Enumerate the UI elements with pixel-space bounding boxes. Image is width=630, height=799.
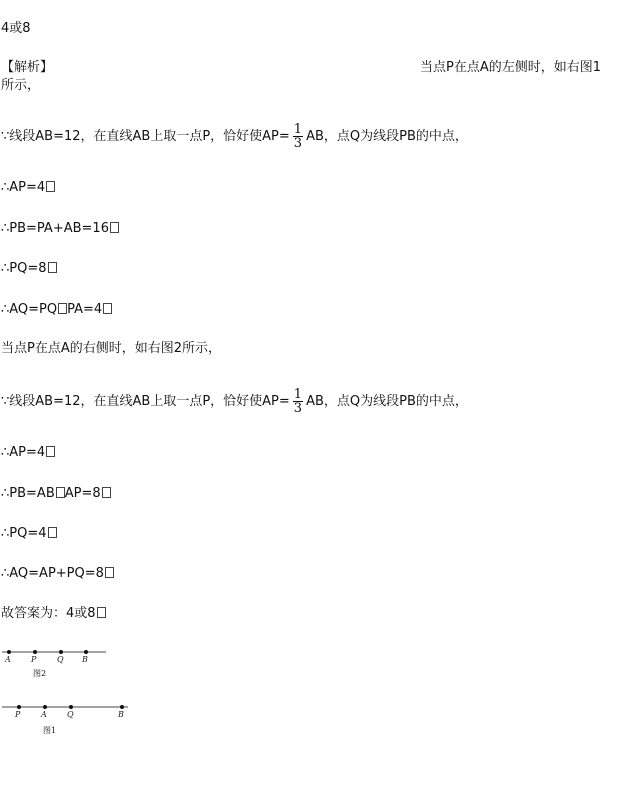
step-text: ∴AP=4 — [1, 180, 46, 195]
point-p-dot — [33, 650, 37, 654]
point-b-dot — [84, 650, 88, 654]
step-text: PA=4 — [67, 302, 103, 317]
analysis-tag: 【解析】 — [1, 60, 54, 75]
point-label: A — [5, 655, 11, 664]
point-label: Q — [57, 655, 64, 664]
step-text: ∴PB=PA+AB=16 — [1, 221, 109, 236]
unknown-glyph-box — [56, 487, 65, 498]
case2-given — [1, 384, 468, 420]
case2-step-aq — [1, 566, 114, 582]
step-text: ∴AP=4 — [1, 445, 46, 460]
unknown-glyph-box — [58, 303, 67, 314]
unknown-glyph-box — [48, 527, 57, 538]
unknown-glyph-box — [46, 446, 55, 457]
point-q-dot — [69, 705, 73, 709]
case2-fraction — [293, 388, 303, 415]
case1-intro: 当点P在点A的左侧时，如右图1 — [420, 60, 602, 75]
step-text: ∴PQ=4 — [1, 526, 47, 541]
figure-2 — [0, 640, 120, 685]
point-p-dot — [17, 705, 21, 709]
unknown-glyph-box — [103, 303, 112, 314]
step-text: ∴AQ=PQ — [1, 302, 58, 317]
case1-intro-continued: 所示， — [1, 78, 41, 93]
step-text: ∴AQ=AP+PQ=8 — [1, 566, 104, 581]
case1-fraction — [293, 123, 303, 150]
case2-step-pq — [1, 526, 57, 542]
case1-step-pb — [1, 221, 119, 237]
case2-given-post: AB，点Q为线段PB的中点， — [306, 394, 468, 409]
figure-1 — [0, 695, 140, 740]
answer-heading: 4或8 — [1, 21, 31, 36]
unknown-glyph-box — [46, 181, 55, 192]
point-b-dot — [120, 705, 124, 709]
case2-frac-numerator: 1 — [293, 387, 303, 402]
point-label: Q — [67, 710, 74, 719]
case1-frac-numerator: 1 — [293, 122, 303, 137]
case1-frac-denominator: 3 — [293, 136, 303, 151]
figure-1-caption: 图1 — [43, 726, 57, 735]
case2-intro: 当点P在点A的右侧时，如右图2所示， — [1, 341, 222, 356]
step-text: ∴PQ=8 — [1, 261, 47, 276]
unknown-glyph-box — [97, 607, 106, 618]
unknown-glyph-box — [102, 487, 111, 498]
case1-step-ap — [1, 180, 55, 196]
case1-step-pq — [1, 261, 57, 277]
point-a-dot — [43, 705, 47, 709]
unknown-glyph-box — [48, 262, 57, 273]
point-label: P — [31, 655, 37, 664]
step-text: ∴PB=AB — [1, 486, 55, 501]
point-q-dot — [59, 650, 63, 654]
unknown-glyph-box — [105, 567, 114, 578]
case2-step-ap — [1, 445, 55, 461]
case1-given-pre: ∵线段AB=12，在直线AB上取一点P，恰好使AP= — [1, 129, 290, 144]
case2-step-pb — [1, 486, 111, 502]
point-label: B — [82, 655, 88, 664]
figure-2-caption: 图2 — [33, 669, 47, 678]
case1-given — [1, 119, 468, 155]
point-label: A — [41, 710, 47, 719]
conclusion — [1, 606, 106, 622]
conclusion-label: 故答案为： — [1, 606, 67, 621]
conclusion-value: 4或8 — [66, 606, 96, 621]
case2-given-pre: ∵线段AB=12，在直线AB上取一点P，恰好使AP= — [1, 394, 290, 409]
step-text: AP=8 — [64, 486, 101, 501]
point-label: P — [15, 710, 21, 719]
point-label: B — [118, 710, 124, 719]
case2-frac-denominator: 3 — [293, 401, 303, 416]
case1-step-aq — [1, 302, 112, 318]
unknown-glyph-box — [110, 222, 119, 233]
point-a-dot — [7, 650, 11, 654]
case1-given-post: AB，点Q为线段PB的中点， — [306, 129, 468, 144]
